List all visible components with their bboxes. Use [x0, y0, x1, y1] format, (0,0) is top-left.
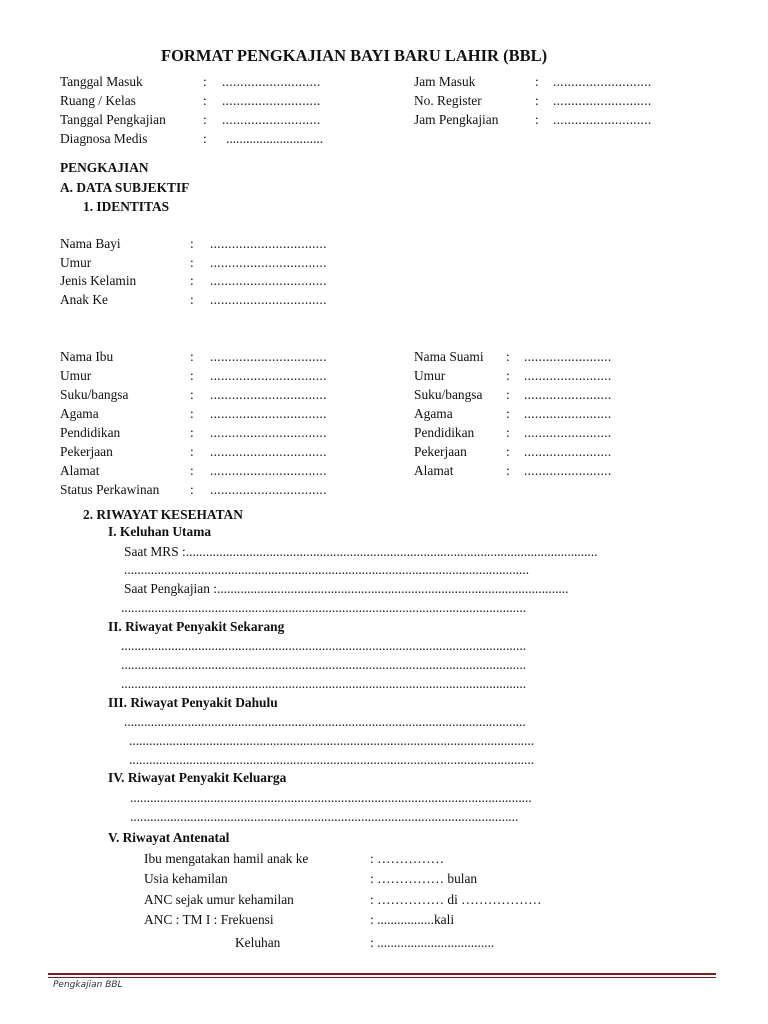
label-agama-suami: Agama	[414, 406, 453, 421]
field-ruang-kelas[interactable]: ...........................	[222, 93, 321, 108]
colon: :	[506, 368, 510, 383]
label-anc-sejak: ANC sejak umur kehamilan	[144, 892, 294, 907]
field-agama-suami[interactable]: ........................	[524, 406, 612, 421]
field-no-register[interactable]: ...........................	[553, 93, 652, 108]
colon: :	[190, 273, 194, 288]
label-suku-suami: Suku/bangsa	[414, 387, 483, 402]
field-saat-mrs-line-2[interactable]: .........................................................................................................................	[124, 562, 530, 577]
field-hamil-anak-ke[interactable]: : ……………	[370, 851, 445, 866]
field-alamat-suami[interactable]: ........................	[524, 463, 612, 478]
colon: :	[190, 387, 194, 402]
colon: :	[506, 387, 510, 402]
colon: :	[535, 74, 539, 89]
field-alamat-ibu[interactable]: ................................	[210, 463, 327, 478]
field-pekerjaan-ibu[interactable]: ................................	[210, 444, 327, 459]
section-riwayat-kesehatan: 2. RIWAYAT KESEHATAN	[83, 507, 243, 522]
colon: :	[190, 349, 194, 364]
colon: :	[203, 112, 207, 127]
label-pekerjaan-suami: Pekerjaan	[414, 444, 467, 459]
colon: :	[506, 463, 510, 478]
field-diagnosa-medis[interactable]: .............................	[226, 131, 324, 146]
label-alamat-suami: Alamat	[414, 463, 454, 478]
section-data-subjektif: A. DATA SUBJEKTIF	[60, 180, 190, 195]
label-nama-ibu: Nama Ibu	[60, 349, 114, 364]
colon: :	[506, 444, 510, 459]
colon: :	[506, 406, 510, 421]
field-suku-suami[interactable]: ........................	[524, 387, 612, 402]
label-alamat-ibu: Alamat	[60, 463, 100, 478]
label-no-register: No. Register	[414, 93, 482, 108]
field-anc-tm1-frekuensi[interactable]: : .................kali	[370, 912, 455, 927]
field-penyakit-dahulu-line-3[interactable]: .........................................................................................................................	[129, 752, 535, 767]
field-anc-sejak[interactable]: : …………… di ………………	[370, 892, 542, 907]
label-nama-suami: Nama Suami	[414, 349, 484, 364]
field-penyakit-dahulu-line-1[interactable]: ........................................................................................................................	[124, 714, 526, 729]
heading-penyakit-keluarga: IV. Riwayat Penyakit Keluarga	[108, 770, 287, 785]
label-diagnosa-medis: Diagnosa Medis	[60, 131, 148, 146]
field-agama-ibu[interactable]: ................................	[210, 406, 327, 421]
colon: :	[190, 255, 194, 270]
heading-riwayat-antenatal: V. Riwayat Antenatal	[108, 830, 230, 845]
label-tanggal-pengkajian: Tanggal Pengkajian	[60, 112, 166, 127]
label-pendidikan-ibu: Pendidikan	[60, 425, 121, 440]
field-jenis-kelamin[interactable]: ................................	[210, 273, 327, 288]
field-tanggal-pengkajian[interactable]: ...........................	[222, 112, 321, 127]
field-penyakit-sekarang-line-2[interactable]: .........................................................................................................................	[121, 657, 527, 672]
field-jam-masuk[interactable]: ...........................	[553, 74, 652, 89]
field-penyakit-keluarga-line-2[interactable]: ....................................................................................................................	[130, 809, 519, 824]
field-penyakit-dahulu-line-2[interactable]: .........................................................................................................................	[129, 733, 535, 748]
label-ruang-kelas: Ruang / Kelas	[60, 93, 136, 108]
colon: :	[190, 368, 194, 383]
field-nama-suami[interactable]: ........................	[524, 349, 612, 364]
colon: :	[203, 131, 207, 146]
colon: :	[203, 93, 207, 108]
heading-penyakit-dahulu: III. Riwayat Penyakit Dahulu	[108, 695, 278, 710]
label-keluhan: Keluhan	[235, 935, 281, 950]
colon: :	[190, 482, 194, 497]
label-usia-kehamilan: Usia kehamilan	[144, 871, 228, 886]
label-anc-tm1-frekuensi: ANC : TM I : Frekuensi	[144, 912, 274, 927]
field-penyakit-sekarang-line-1[interactable]: .........................................................................................................................	[121, 638, 527, 653]
label-suku-ibu: Suku/bangsa	[60, 387, 129, 402]
field-anak-ke[interactable]: ................................	[210, 292, 327, 307]
field-penyakit-keluarga-line-1[interactable]: ........................................................................................................................	[130, 790, 532, 805]
colon: :	[190, 444, 194, 459]
heading-keluhan-utama: I. Keluhan Utama	[108, 524, 212, 539]
field-suku-ibu[interactable]: ................................	[210, 387, 327, 402]
footer-text: Pengkajian BBL	[53, 980, 123, 990]
colon: :	[535, 93, 539, 108]
colon: :	[506, 425, 510, 440]
field-keluhan[interactable]: : ...................................	[370, 935, 495, 950]
heading-penyakit-sekarang: II. Riwayat Penyakit Sekarang	[108, 619, 285, 634]
colon: :	[190, 406, 194, 421]
footer-divider-thin	[48, 977, 716, 978]
field-saat-pengkajian[interactable]: Saat Pengkajian :.........................................................................................................	[124, 581, 569, 596]
section-identitas: 1. IDENTITAS	[83, 199, 170, 214]
colon: :	[203, 74, 207, 89]
label-umur-suami: Umur	[414, 368, 446, 383]
label-umur-bayi: Umur	[60, 255, 92, 270]
label-pekerjaan-ibu: Pekerjaan	[60, 444, 113, 459]
field-nama-ibu[interactable]: ................................	[210, 349, 327, 364]
colon: :	[190, 463, 194, 478]
field-nama-bayi[interactable]: ................................	[210, 236, 327, 251]
colon: :	[190, 292, 194, 307]
field-umur-bayi[interactable]: ................................	[210, 255, 327, 270]
label-umur-ibu: Umur	[60, 368, 92, 383]
label-agama-ibu: Agama	[60, 406, 99, 421]
label-anak-ke: Anak Ke	[60, 292, 108, 307]
page-title: FORMAT PENGKAJIAN BAYI BARU LAHIR (BBL)	[161, 46, 548, 65]
field-tanggal-masuk[interactable]: ...........................	[222, 74, 321, 89]
field-pendidikan-ibu[interactable]: ................................	[210, 425, 327, 440]
label-status-perkawinan: Status Perkawinan	[60, 482, 160, 497]
field-status-perkawinan[interactable]: ................................	[210, 482, 327, 497]
field-umur-ibu[interactable]: ................................	[210, 368, 327, 383]
colon: :	[190, 425, 194, 440]
label-hamil-anak-ke: Ibu mengatakan hamil anak ke	[144, 851, 309, 866]
label-nama-bayi: Nama Bayi	[60, 236, 121, 251]
label-pendidikan-suami: Pendidikan	[414, 425, 475, 440]
field-umur-suami[interactable]: ........................	[524, 368, 612, 383]
field-pekerjaan-suami[interactable]: ........................	[524, 444, 612, 459]
section-pengkajian: PENGKAJIAN	[60, 160, 149, 175]
field-saat-mrs[interactable]: Saat MRS :...........................................................................................................................	[124, 544, 598, 559]
footer-divider-thick	[48, 973, 716, 975]
label-jenis-kelamin: Jenis Kelamin	[60, 273, 137, 288]
label-jam-masuk: Jam Masuk	[414, 74, 476, 89]
field-penyakit-sekarang-line-3[interactable]: .........................................................................................................................	[121, 676, 527, 691]
label-tanggal-masuk: Tanggal Masuk	[60, 74, 143, 89]
field-saat-pengkajian-line-2[interactable]: .........................................................................................................................	[121, 600, 527, 615]
field-pendidikan-suami[interactable]: ........................	[524, 425, 612, 440]
field-jam-pengkajian[interactable]: ...........................	[553, 112, 652, 127]
label-jam-pengkajian: Jam Pengkajian	[414, 112, 499, 127]
colon: :	[535, 112, 539, 127]
field-usia-kehamilan[interactable]: : …………… bulan	[370, 871, 478, 886]
colon: :	[506, 349, 510, 364]
colon: :	[190, 236, 194, 251]
